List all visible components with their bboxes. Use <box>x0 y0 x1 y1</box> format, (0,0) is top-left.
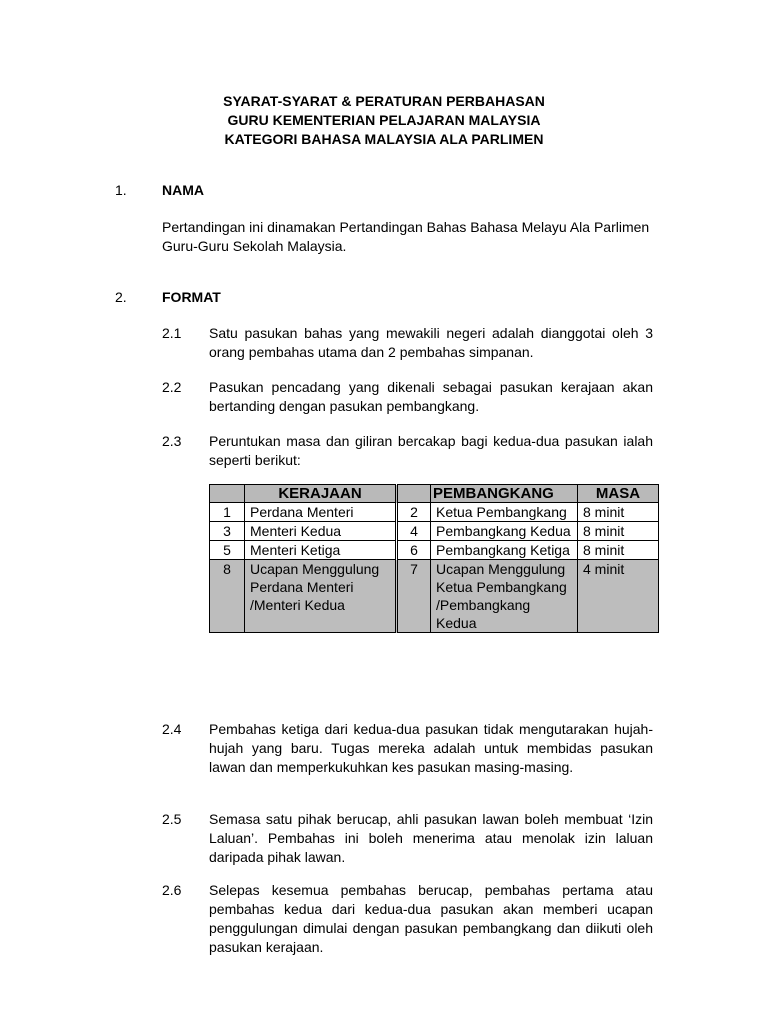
item-number: 2.3 <box>162 433 182 449</box>
row-number: 3 <box>210 522 245 541</box>
item-text: Semasa satu pihak berucap, ahli pasukan lawan boleh membuat ‘Izin Laluan’. Pembahas ini boleh menerima atau menolak izin laluan daripada pihak lawan. <box>209 811 653 865</box>
title-line-1: SYARAT-SYARAT & PERATURAN PERBAHASAN <box>223 93 545 109</box>
kerajaan-cell: Perdana Menteri <box>245 503 397 522</box>
item-text: Pasukan pencadang yang dikenali sebagai pasukan kerajaan akan bertanding dengan pasukan pembangkang. <box>209 379 653 414</box>
header-pembangkang: PEMBANGKANG <box>431 485 578 503</box>
kerajaan-cell: Menteri Ketiga <box>245 541 397 560</box>
row-number: 7 <box>397 560 431 633</box>
table-header-row <box>210 485 659 503</box>
table-row <box>210 541 659 560</box>
document-title <box>0 92 768 149</box>
row-number: 8 <box>210 560 245 633</box>
item-text: Selepas kesemua pembahas berucap, pembahas pertama atau pembahas kedua dari kedua-dua pasukan akan memberi ucapan penggulungan dimulai dengan pasukan pembangkang dan diikuti oleh pasukan kerajaan. <box>209 882 653 955</box>
speaking-order-table <box>209 484 659 633</box>
section-heading-nama: NAMA <box>162 182 204 198</box>
item-number: 2.5 <box>162 811 182 827</box>
pembangkang-cell: Pembangkang Ketiga <box>431 541 578 560</box>
row-number: 1 <box>210 503 245 522</box>
kerajaan-cell: Menteri Kedua <box>245 522 397 541</box>
pembangkang-cell: Pembangkang Kedua <box>431 522 578 541</box>
item-number: 2.1 <box>162 325 182 341</box>
header-number-cell <box>210 485 245 503</box>
item-number: 2.6 <box>162 882 182 898</box>
header-kerajaan: KERAJAAN <box>245 485 397 503</box>
masa-cell: 4 minit <box>578 560 659 633</box>
section-paragraph: Pertandingan ini dinamakan Pertandingan Bahas Bahasa Melayu Ala Parlimen Guru-Guru Sekolah Malaysia. <box>162 219 650 254</box>
item-text: Peruntukan masa dan giliran bercakap bagi kedua-dua pasukan ialah seperti berikut: <box>209 433 653 468</box>
item-number: 2.4 <box>162 721 182 737</box>
pembangkang-cell: Ketua Pembangkang <box>431 503 578 522</box>
title-line-2: GURU KEMENTERIAN PELAJARAN MALAYSIA <box>227 112 541 128</box>
header-masa: MASA <box>578 485 659 503</box>
item-number: 2.2 <box>162 379 182 395</box>
pembangkang-cell: Ucapan Menggulung Ketua Pembangkang /Pembangkang Kedua <box>431 560 578 633</box>
table-row <box>210 503 659 522</box>
masa-cell: 8 minit <box>578 541 659 560</box>
table-row-shaded <box>210 560 659 633</box>
row-number: 4 <box>397 522 431 541</box>
section-number: 1. <box>115 182 127 198</box>
item-text: Satu pasukan bahas yang mewakili negeri adalah dianggotai oleh 3 orang pembahas utama dan 2 pembahas simpanan. <box>209 325 653 360</box>
section-heading-format: FORMAT <box>162 289 221 305</box>
row-number: 5 <box>210 541 245 560</box>
row-number: 6 <box>397 541 431 560</box>
title-line-3: KATEGORI BAHASA MALAYSIA ALA PARLIMEN <box>224 131 544 147</box>
masa-cell: 8 minit <box>578 503 659 522</box>
section-number: 2. <box>115 289 127 305</box>
table-row <box>210 522 659 541</box>
kerajaan-cell: Ucapan Menggulung Perdana Menteri /Menteri Kedua <box>245 560 397 633</box>
item-text: Pembahas ketiga dari kedua-dua pasukan tidak mengutarakan hujah-hujah yang baru. Tugas mereka adalah untuk membidas pasukan lawan dan memperkukuhkan kes pasukan masing-masing. <box>209 721 653 775</box>
header-number-cell <box>397 485 431 503</box>
masa-cell: 8 minit <box>578 522 659 541</box>
row-number: 2 <box>397 503 431 522</box>
